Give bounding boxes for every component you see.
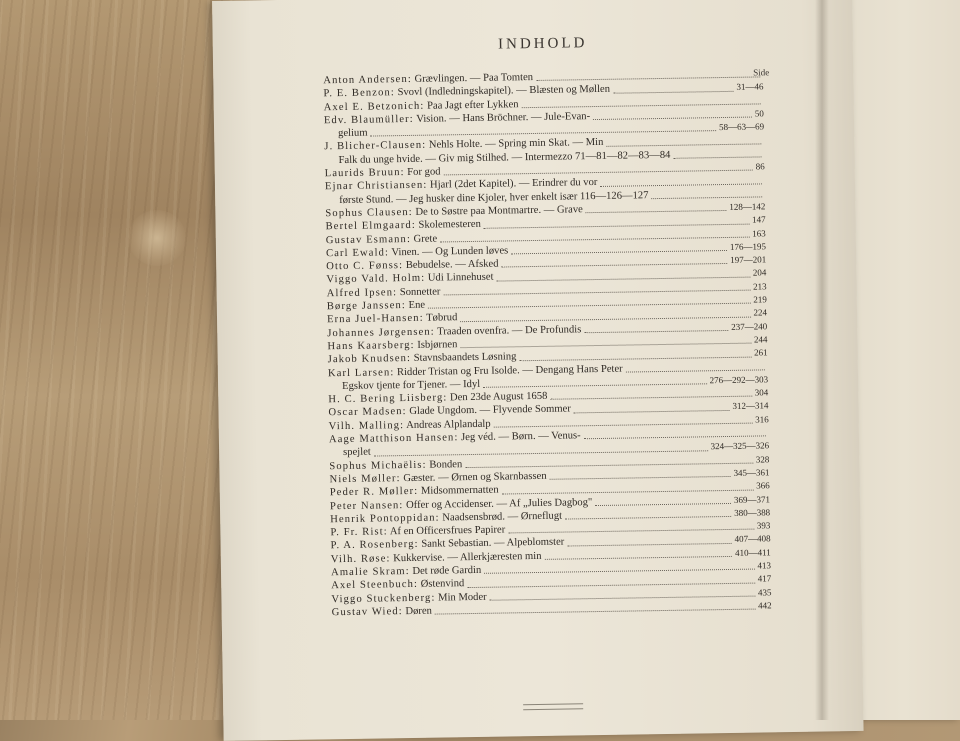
entry-author: Anton Andersen: xyxy=(323,73,412,87)
entry-pages: 410—411 xyxy=(735,547,771,558)
entry-title: Stavnsbaandets Løsning xyxy=(413,351,517,365)
entry-pages: 316 xyxy=(755,414,769,425)
entry-author: Karl Larsen: xyxy=(327,366,395,379)
entry-pages: 213 xyxy=(753,281,767,292)
entry-pages: 31—46 xyxy=(736,81,764,93)
entry-pages: 328 xyxy=(755,453,770,465)
entry-title: Kukkervise. — Allerkjæresten min xyxy=(393,550,542,564)
entry-title: Svovl (Indledningskapitel). — Blæsten og Møllen xyxy=(397,84,611,99)
entry-title: Midsommernatten xyxy=(420,484,499,498)
entry-title: Grævlingen. — Paa Tomten xyxy=(414,71,534,85)
entry-author: Ejnar Christiansen: xyxy=(324,180,428,193)
dot-leader xyxy=(545,556,733,560)
entry-pages: 50 xyxy=(754,108,764,119)
entry-title: Ridder Tristan og Fru Isolde. — Dengang Hans Peter xyxy=(396,363,623,378)
entry-title: Sonnetter xyxy=(399,286,441,298)
dot-leader xyxy=(584,330,728,333)
entry-author: Sophus Clausen: xyxy=(325,206,413,220)
entry-pages: 261 xyxy=(754,347,768,358)
entry-title: Hjarl (2det Kapitel). — Erindrer du vor xyxy=(429,177,598,191)
entry-author: Erna Juel-Hansen: xyxy=(326,313,424,326)
entry-title: Bonden xyxy=(429,458,463,471)
entry-author: Peter Nansen: xyxy=(329,499,404,512)
entry-title: Bebudelse. — Afsked xyxy=(405,258,499,272)
entry-title: Traaden ovenfra. — De Profundis xyxy=(437,323,582,338)
entry-title: Naadsensbrød. — Ørneflugt xyxy=(442,510,563,524)
entry-title: Af en Officersfrues Papirer xyxy=(389,524,506,538)
dot-leader xyxy=(565,516,731,520)
entry-author: Bertel Elmgaard: xyxy=(325,220,416,233)
entry-author: Aage Matthison Hansen: xyxy=(328,432,459,446)
entry-author: Johannes Jørgensen: xyxy=(327,326,435,339)
entry-title: Østenvind xyxy=(420,578,465,591)
entry-title: Glade Ungdom. — Flyvende Sommer xyxy=(409,403,571,418)
entry-title: Isbjørnen xyxy=(417,339,458,351)
dot-leader xyxy=(600,183,762,187)
entry-author: Børge Janssen: xyxy=(326,300,406,313)
entry-title: Udi Linnehuset xyxy=(427,272,494,285)
entry-pages: 128—142 xyxy=(729,201,766,212)
entry-pages: 442 xyxy=(758,600,772,611)
entry-title: Paa Jagt efter Lykken xyxy=(426,98,519,112)
entry-author: Axel E. Betzonich: xyxy=(323,100,425,113)
entry-pages: 380—388 xyxy=(734,507,771,518)
entry-pages: 312—314 xyxy=(732,400,769,412)
dot-leader xyxy=(593,117,752,120)
dot-leader xyxy=(595,503,731,506)
entry-title: Jeg véd. — Børn. — Venus- xyxy=(461,430,581,444)
entry-title: spejlet xyxy=(343,446,371,459)
entry-pages: 324—325—326 xyxy=(710,440,770,452)
entry-author: Peder R. Møller: xyxy=(329,486,419,499)
entry-pages: 197—201 xyxy=(730,254,767,266)
entry-title: Andreas Alplandalp xyxy=(406,418,491,431)
entry-title: Grete xyxy=(413,233,438,245)
entry-title: Ene xyxy=(408,299,426,312)
contents-list xyxy=(323,67,772,619)
entry-title: Gæster. — Ørnen og Skarnbassen xyxy=(403,470,547,484)
dot-leader xyxy=(613,90,734,93)
entry-pages: 244 xyxy=(753,334,768,345)
entry-pages: 413 xyxy=(757,560,772,571)
entry-author: Niels Møller: xyxy=(329,473,401,486)
dot-leader xyxy=(435,609,755,615)
dot-leader xyxy=(652,196,763,199)
entry-title: For god xyxy=(407,166,441,179)
entry-author: P. E. Benzon: xyxy=(323,87,395,100)
bottom-rule xyxy=(523,703,583,710)
entry-title: De to Søstre paa Montmartre. — Grave xyxy=(415,204,583,218)
entry-author: Sophus Michaëlis: xyxy=(329,459,427,472)
entry-author: Gustav Wied: xyxy=(331,605,403,619)
entry-title: Tøbrud xyxy=(426,312,458,325)
entry-pages: 345—361 xyxy=(733,467,770,478)
entry-title: gelium xyxy=(338,127,368,140)
entry-pages: 417 xyxy=(757,573,772,584)
dot-leader xyxy=(584,436,766,440)
entry-title: Vinen. — Og Lunden løves xyxy=(391,245,509,259)
entry-title: Falk du unge hvide. — Giv mig Stilhed. — Intermezzo 71—81—82—83—84 xyxy=(338,149,671,166)
entry-pages: 204 xyxy=(752,267,767,279)
entry-text xyxy=(343,446,371,460)
entry-author: Vilh. Røse: xyxy=(330,552,391,565)
entry-title: Den 23de August 1658 xyxy=(449,390,548,404)
entry-author: Edv. Blaumüller: xyxy=(323,113,414,127)
table-of-contents xyxy=(323,32,772,619)
entry-title: Egskov tjente for Tjener. — Idyl xyxy=(342,378,481,392)
entry-author: J. Blicher-Clausen: xyxy=(324,140,427,153)
entry-author: Amalie Skram: xyxy=(330,565,410,579)
entry-author: Oscar Madsen: xyxy=(328,406,407,419)
entry-title: Offer og Accidenser. — Af „Julies Dagbog" xyxy=(405,496,593,511)
dot-leader xyxy=(606,143,761,146)
book-page xyxy=(212,0,864,741)
entry-author: H. C. Bering Liisberg: xyxy=(328,392,448,406)
entry-pages: 163 xyxy=(752,227,766,239)
entry-text xyxy=(332,605,432,620)
entry-author: Axel Steenbuch: xyxy=(331,579,419,592)
entry-pages: 237—240 xyxy=(731,320,768,332)
entry-title: Døren xyxy=(405,605,433,617)
entry-author: Otto C. Fønss: xyxy=(326,260,404,273)
entry-pages: 86 xyxy=(755,161,765,172)
side-column-label: Side xyxy=(753,67,770,78)
entry-author: Jakob Knudsen: xyxy=(327,353,412,366)
entry-pages: 276—292—303 xyxy=(709,374,769,386)
entry-pages: 219 xyxy=(753,294,767,305)
entry-author: Hans Kaarsberg: xyxy=(327,339,415,353)
entry-pages: 304 xyxy=(754,387,769,398)
entry-author: Viggo Vald. Holm: xyxy=(326,273,426,286)
entry-title: Nehls Holte. — Spring min Skat. — Min xyxy=(428,137,604,152)
entry-author: P. A. Rosenberg: xyxy=(330,539,419,552)
dot-leader xyxy=(626,369,765,372)
entry-pages: 369—371 xyxy=(733,493,771,505)
entry-author: Henrik Pontoppidan: xyxy=(330,512,440,526)
entry-author: Vilh. Malling: xyxy=(328,419,405,432)
dot-leader xyxy=(673,156,761,158)
entry-pages: 147 xyxy=(751,214,766,225)
dot-leader xyxy=(574,410,730,413)
entry-pages: 58—63—69 xyxy=(719,121,765,133)
entry-title: Det røde Gardin xyxy=(412,564,482,577)
entry-author: Laurids Bruun: xyxy=(324,167,405,180)
entry-author: Alfred Ipsen: xyxy=(326,286,398,300)
entry-pages: 366 xyxy=(756,480,770,491)
entry-pages: 407—408 xyxy=(734,533,771,545)
entry-pages: 435 xyxy=(757,586,772,598)
book-gutter xyxy=(815,0,829,720)
wood-knot xyxy=(128,210,186,266)
dot-leader xyxy=(567,543,731,547)
entry-author: Gustav Esmann: xyxy=(325,233,412,246)
entry-author: P. Fr. Rist: xyxy=(330,526,388,539)
entry-title: Skolemesteren xyxy=(418,219,481,232)
entry-title: Vision. — Hans Bröchner. — Jule-Evan- xyxy=(416,110,591,125)
entry-title: Sankt Sebastian. — Alpeblomster xyxy=(421,536,565,551)
entry-text xyxy=(338,127,368,141)
dot-leader xyxy=(586,210,727,213)
entry-author: Carl Ewald: xyxy=(325,247,390,260)
dot-leader xyxy=(550,476,731,480)
entry-pages: 393 xyxy=(756,520,771,531)
entry-pages: 224 xyxy=(753,307,768,318)
entry-author: Viggo Stuckenberg: xyxy=(331,592,436,605)
page-title: INDHOLD xyxy=(497,35,588,53)
entry-title: første Stund. — Jeg husker dine Kjoler, hver enkelt især 116—126—127 xyxy=(339,189,649,206)
entry-pages: 176—195 xyxy=(729,241,767,252)
entry-title: Min Moder xyxy=(438,591,487,604)
